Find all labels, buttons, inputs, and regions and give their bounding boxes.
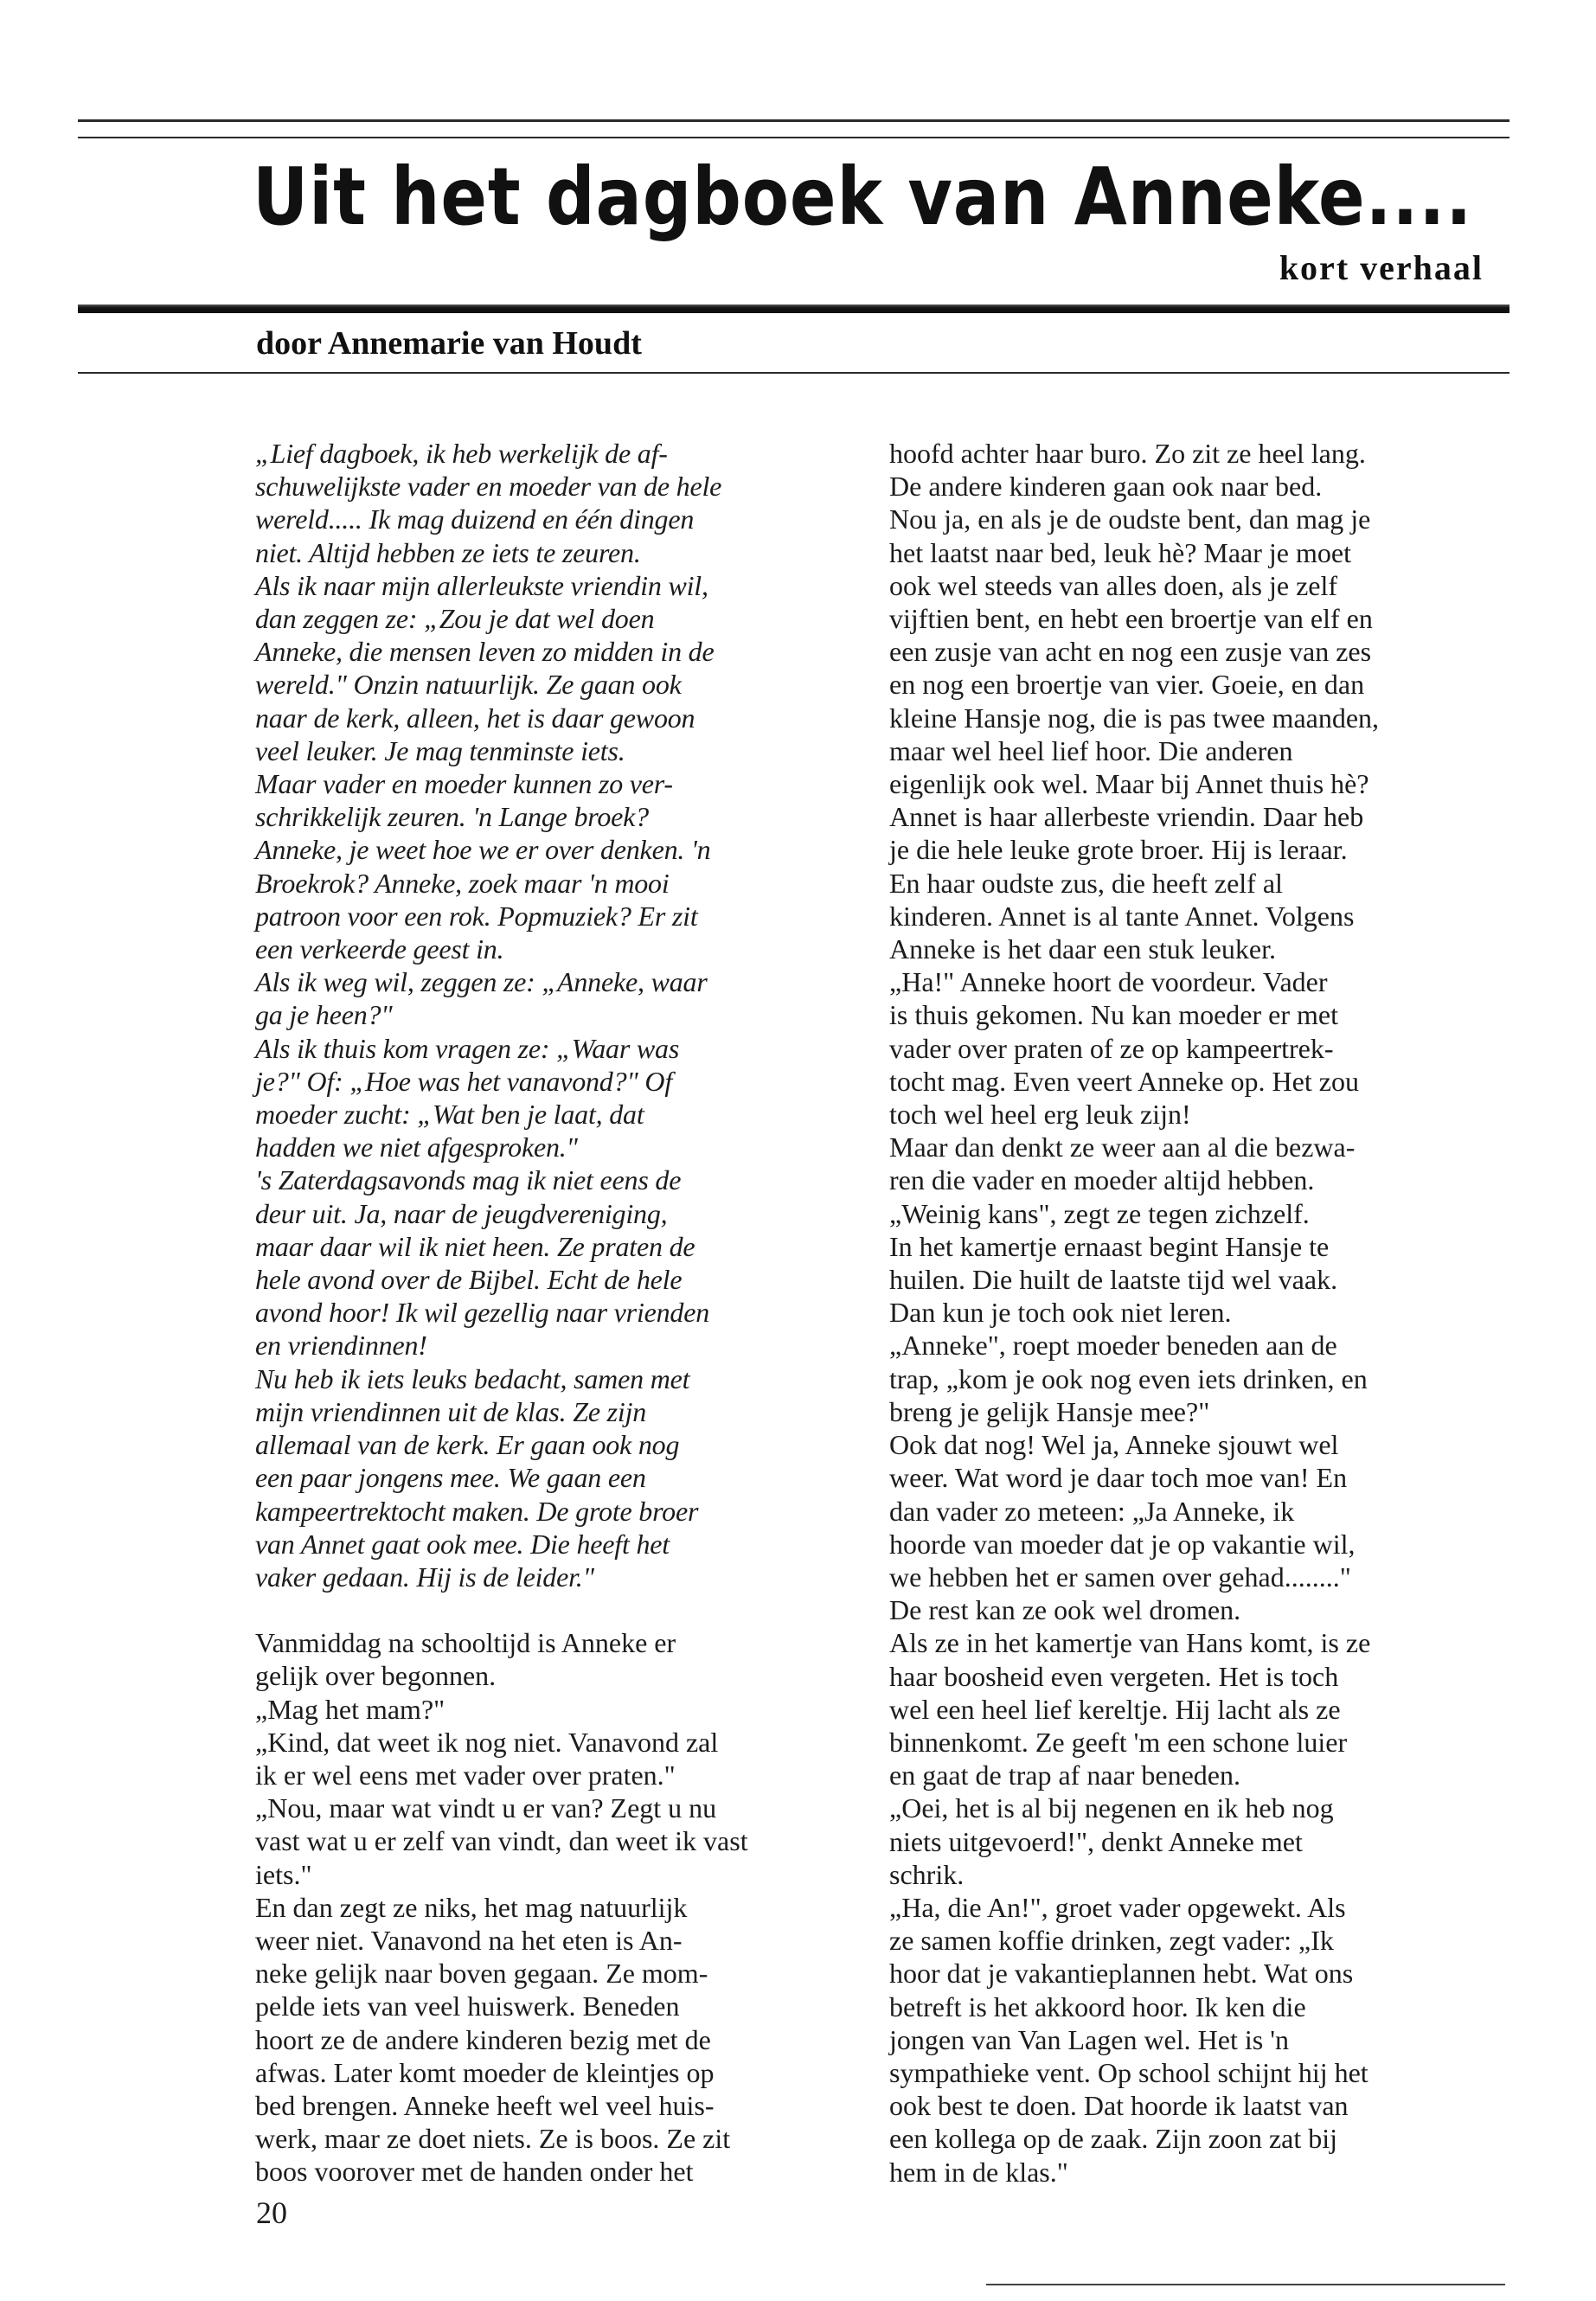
text-line: „Ha, die An!", groet vader opgewekt. Als: [889, 1891, 1346, 1923]
text-line: een kollega op de zaak. Zijn zoon zat bij: [889, 2123, 1338, 2155]
text-line: is thuis gekomen. Nu kan moeder er met: [889, 999, 1338, 1031]
text-line: het laatst naar bed, leuk hè? Maar je moet: [889, 536, 1351, 568]
text-line: „Lief dagboek, ik heb werkelijk de af-: [255, 438, 668, 469]
story-paragraph-left: [255, 1626, 823, 2188]
text-line: patroon voor een rok. Popmuziek? Er zit: [255, 900, 698, 932]
text-line: maar daar wil ik niet heen. Ze praten de: [255, 1230, 695, 1262]
text-line: Vanmiddag na schooltijd is Anneke er: [255, 1627, 676, 1659]
text-line: niets uitgevoerd!", denkt Anneke met: [889, 1825, 1303, 1857]
author-byline: door Annemarie van Houdt: [256, 325, 642, 362]
text-line: kinderen. Annet is al tante Annet. Volgens: [889, 900, 1355, 932]
text-line: wereld..... Ik mag duizend en één dingen: [255, 503, 695, 535]
text-line: Dan kun je toch ook niet leren.: [889, 1297, 1232, 1329]
text-line: huilen. Die huilt de laatste tijd wel vaak.: [889, 1264, 1338, 1296]
text-line: we hebben het er samen over gehad........": [889, 1561, 1351, 1593]
text-line: Als ik naar mijn allerleukste vriendin wil,: [255, 569, 708, 601]
left-column: [255, 437, 823, 2189]
text-line: mijn vriendinnen uit de klas. Ze zijn: [255, 1395, 647, 1427]
text-line: eigenlijk ook wel. Maar bij Annet thuis hè?: [889, 768, 1369, 800]
article-category: kort verhaal: [1279, 248, 1484, 287]
text-line: En dan zegt ze niks, het mag natuurlijk: [255, 1891, 688, 1923]
text-line: vast wat u er zelf van vindt, dan weet ik vast: [255, 1825, 748, 1857]
text-line: avond hoor! Ik wil gezellig naar vrienden: [255, 1297, 710, 1329]
text-line: „Anneke", roept moeder beneden aan de: [889, 1330, 1337, 1362]
text-line: neke gelijk naar boven gegaan. Ze mom-: [255, 1958, 708, 1990]
page-number: 20: [256, 2195, 287, 2230]
text-line: Nou ja, en als je de oudste bent, dan mag je: [889, 503, 1371, 535]
text-line: schrik.: [889, 1858, 965, 1890]
text-line: van Annet gaat ook mee. Die heeft het: [255, 1528, 670, 1560]
text-line: deur uit. Ja, naar de jeugdvereniging,: [255, 1197, 668, 1229]
text-line: „Weinig kans", zegt ze tegen zichzelf.: [889, 1197, 1310, 1229]
text-line: boos voorover met de handen onder het: [255, 2156, 694, 2188]
text-line: ze samen koffie drinken, zegt vader: „Ik: [889, 1925, 1334, 1957]
text-line: tocht mag. Even veert Anneke op. Het zou: [889, 1065, 1359, 1097]
text-line: Anneke, die mensen leven zo midden in de: [255, 636, 715, 668]
text-line: binnenkomt. Ze geeft 'm een schone luier: [889, 1726, 1348, 1758]
text-line: moeder zucht: „Wat ben je laat, dat: [255, 1099, 644, 1131]
text-line: jongen van Van Lagen wel. Het is 'n: [889, 2023, 1289, 2055]
text-line: je die hele leuke grote broer. Hij is leraar.: [889, 834, 1348, 866]
text-line: De andere kinderen gaan ook naar bed.: [889, 471, 1323, 503]
text-line: hoor dat je vakantieplannen hebt. Wat ons: [889, 1958, 1354, 1990]
text-line: en nog een broertje van vier. Goeie, en dan: [889, 669, 1365, 701]
text-line: hele avond over de Bijbel. Echt de hele: [255, 1264, 683, 1296]
text-line: wereld." Onzin natuurlijk. Ze gaan ook: [255, 669, 682, 701]
footer-rule: [986, 2284, 1505, 2285]
paragraph-gap: [255, 1593, 823, 1626]
text-line: Als ik weg wil, zeggen ze: „Anneke, waar: [255, 966, 708, 998]
text-line: niet. Altijd hebben ze iets te zeuren.: [255, 536, 641, 568]
text-line: bed brengen. Anneke heeft wel veel huis-: [255, 2089, 715, 2121]
text-line: allemaal van de kerk. Er gaan ook nog: [255, 1429, 680, 1461]
text-line: werk, maar ze doet niets. Ze is boos. Ze zit: [255, 2123, 731, 2155]
text-line: En haar oudste zus, die heeft zelf al: [889, 867, 1283, 899]
text-line: Anneke is het daar een stuk leuker.: [889, 933, 1276, 965]
text-line: De rest kan ze ook wel dromen.: [889, 1594, 1241, 1626]
text-line: je?" Of: „Hoe was het vanavond?" Of: [255, 1065, 673, 1097]
text-line: ik er wel eens met vader over praten.": [255, 1759, 676, 1791]
right-column: [889, 437, 1460, 2189]
text-line: en vriendinnen!: [255, 1330, 427, 1362]
text-line: kampeertrektocht maken. De grote broer: [255, 1495, 699, 1527]
text-line: dan zeggen ze: „Zou je dat wel doen: [255, 603, 655, 635]
text-line: „Ha!" Anneke hoort de voordeur. Vader: [889, 966, 1328, 998]
text-line: hadden we niet afgesproken.": [255, 1131, 578, 1163]
text-line: afwas. Later komt moeder de kleintjes op: [255, 2056, 715, 2088]
text-line: een zusje van acht en nog een zusje van zes: [889, 636, 1372, 668]
text-line: Maar dan denkt ze weer aan al die bezwa-: [889, 1131, 1356, 1163]
text-line: pelde iets van veel huiswerk. Beneden: [255, 1990, 680, 2022]
text-line: Als ik thuis kom vragen ze: „Waar was: [255, 1032, 680, 1064]
text-line: „Kind, dat weet ik nog niet. Vanavond zal: [255, 1726, 719, 1758]
text-line: weer. Wat word je daar toch moe van! En: [889, 1462, 1348, 1494]
text-line: vaker gedaan. Hij is de leider.": [255, 1561, 594, 1593]
text-line: Maar vader en moeder kunnen zo ver-: [255, 768, 673, 800]
text-line: gelijk over begonnen.: [255, 1660, 497, 1692]
story-paragraph-right: [889, 437, 1460, 2189]
text-line: schrikkelijk zeuren. 'n Lange broek?: [255, 801, 649, 833]
text-line: breng je gelijk Hansje mee?": [889, 1395, 1210, 1427]
top-rule-secondary: [78, 137, 1509, 138]
text-line: hoort ze de andere kinderen bezig met de: [255, 2023, 711, 2055]
text-line: dan vader zo meteen: „Ja Anneke, ik: [889, 1495, 1295, 1527]
text-line: vijftien bent, en hebt een broertje van elf en: [889, 603, 1373, 635]
text-line: ga je heen?": [255, 999, 393, 1031]
text-line: ook best te doen. Dat hoorde ik laatst van: [889, 2090, 1349, 2122]
text-line: schuwelijkste vader en moeder van de hele: [255, 471, 722, 503]
header-divider-thick: [78, 304, 1509, 313]
text-line: iets.": [255, 1858, 312, 1890]
text-line: veel leuker. Je mag tenminste iets.: [255, 734, 625, 766]
article-title: Uit het dagboek van Anneke....: [253, 151, 1473, 243]
text-line: „Nou, maar wat vindt u er van? Zegt u nu: [255, 1792, 717, 1824]
text-line: Broekrok? Anneke, zoek maar 'n mooi: [255, 867, 670, 899]
text-line: en gaat de trap af naar beneden.: [889, 1759, 1240, 1791]
text-line: ren die vader en moeder altijd hebben.: [889, 1164, 1315, 1196]
text-line: hoofd achter haar buro. Zo zit ze heel lang.: [889, 438, 1366, 469]
text-line: kleine Hansje nog, die is pas twee maanden,: [889, 702, 1380, 734]
text-line: „Mag het mam?": [255, 1693, 445, 1725]
text-line: weer niet. Vanavond na het eten is An-: [255, 1924, 683, 1956]
text-line: maar wel heel lief hoor. Die anderen: [889, 734, 1293, 766]
header-divider-bottom: [78, 372, 1509, 374]
text-line: In het kamertje ernaast begint Hansje te: [889, 1230, 1330, 1262]
text-line: toch wel heel erg leuk zijn!: [889, 1099, 1191, 1131]
text-line: naar de kerk, alleen, het is daar gewoon: [255, 702, 695, 734]
text-line: hem in de klas.": [889, 2156, 1068, 2188]
text-line: wel een heel lief kereltje. Hij lacht als ze: [889, 1693, 1341, 1725]
text-line: Nu heb ik iets leuks bedacht, samen met: [255, 1362, 690, 1394]
text-line: trap, „kom je ook nog even iets drinken, en: [889, 1362, 1368, 1394]
text-line: een paar jongens mee. We gaan een: [255, 1462, 646, 1494]
text-line: ook wel steeds van alles doen, als je zelf: [889, 569, 1338, 601]
text-line: Annet is haar allerbeste vriendin. Daar heb: [889, 801, 1364, 833]
text-line: sympathieke vent. Op school schijnt hij het: [889, 2056, 1368, 2088]
text-line: 's Zaterdagsavonds mag ik niet eens de: [255, 1164, 682, 1196]
text-line: betreft is het akkoord hoor. Ik ken die: [889, 1990, 1306, 2022]
diary-entry-paragraph: [255, 437, 823, 1593]
top-rule: [78, 119, 1509, 122]
text-line: vader over praten of ze op kampeertrek-: [889, 1032, 1334, 1064]
text-line: haar boosheid even vergeten. Het is toch: [889, 1660, 1339, 1692]
text-line: een verkeerde geest in.: [255, 933, 504, 965]
text-line: Als ze in het kamertje van Hans komt, is ze: [889, 1627, 1371, 1659]
text-line: Anneke, je weet hoe we er over denken. 'n: [255, 834, 711, 866]
text-line: Ook dat nog! Wel ja, Anneke sjouwt wel: [889, 1429, 1339, 1461]
text-line: „Oei, het is al bij negenen en ik heb nog: [889, 1792, 1334, 1824]
text-line: hoorde van moeder dat je op vakantie wil,: [889, 1528, 1356, 1560]
